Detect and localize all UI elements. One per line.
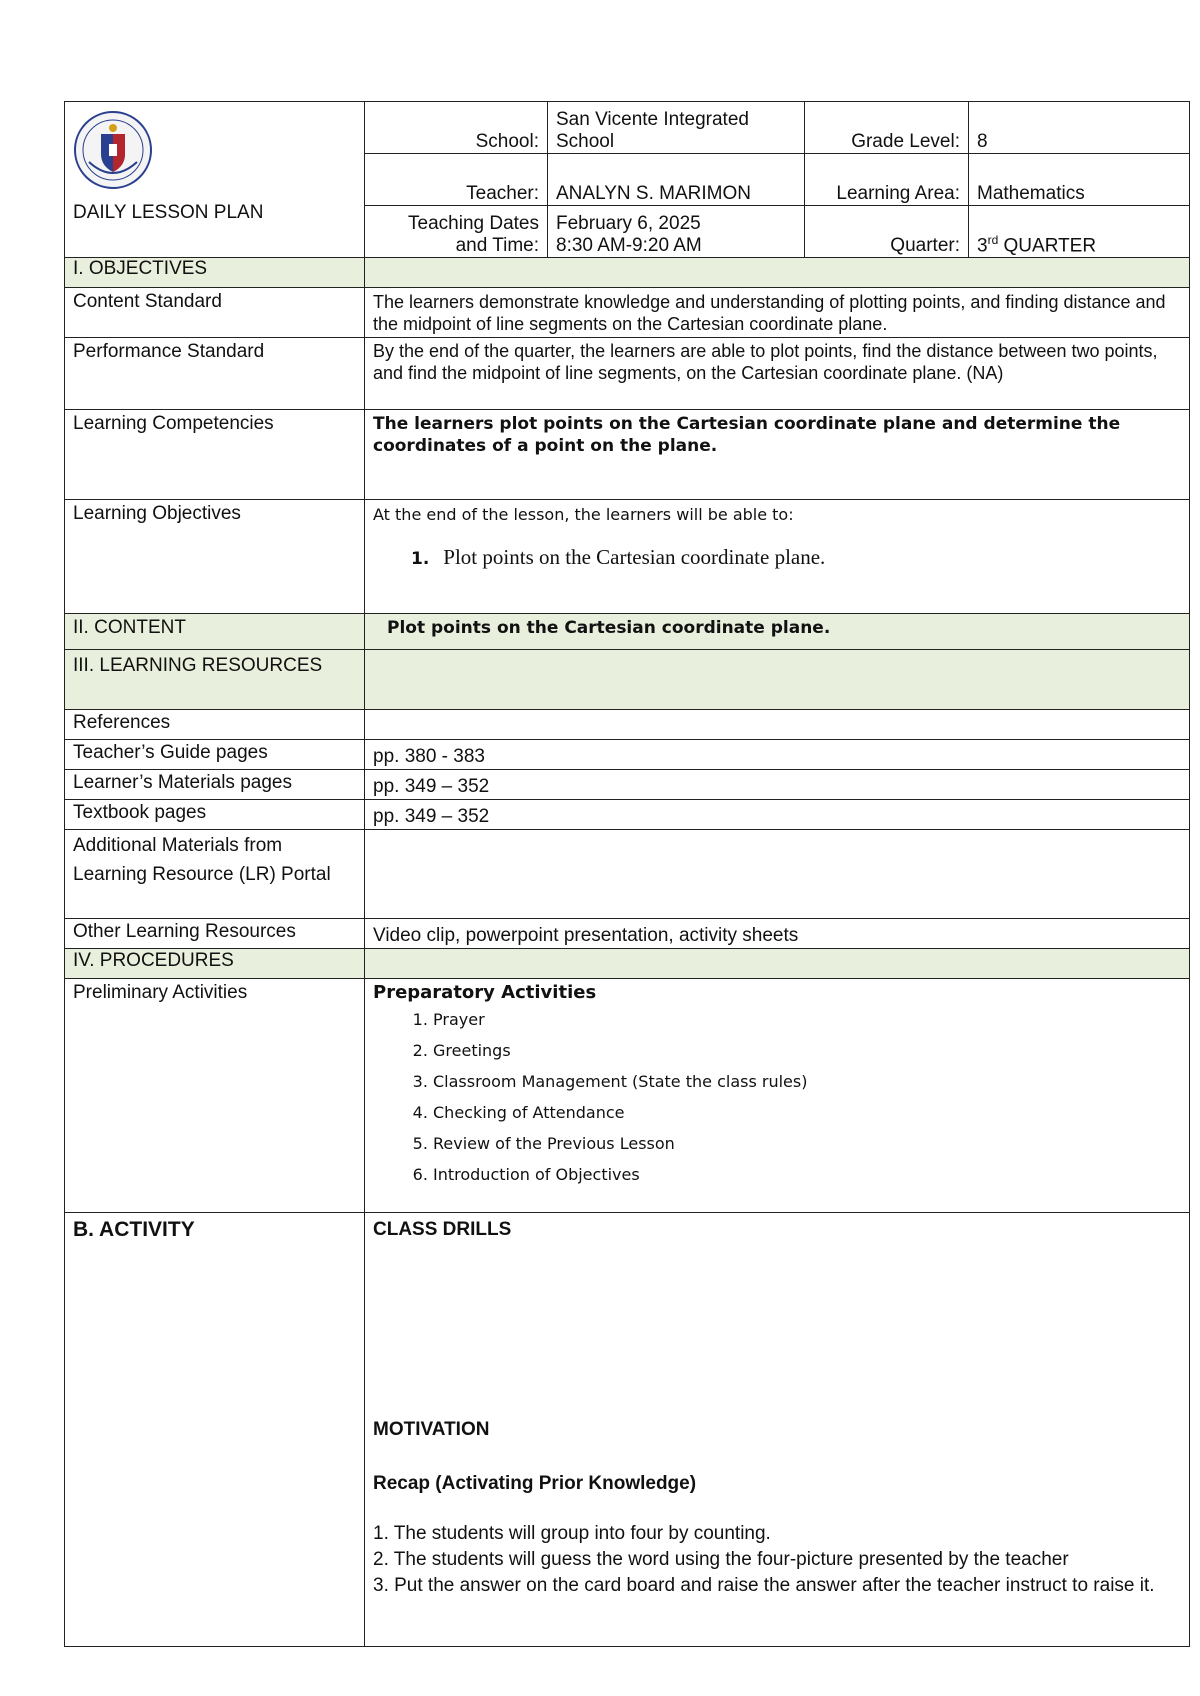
quarter-sup: rd — [987, 232, 999, 247]
row-activity — [65, 1213, 1190, 1647]
learning-objectives-item — [373, 546, 1181, 570]
row-other-resources — [65, 919, 1190, 949]
textbook-label: Textbook pages — [65, 800, 365, 830]
row-textbook — [65, 800, 1190, 830]
additional-materials-value — [365, 830, 1190, 919]
list-item: 2. Greetings — [433, 1035, 1181, 1066]
teachers-guide-value: pp. 380 - 383 — [365, 740, 1190, 770]
learners-materials-label: Learner’s Materials pages — [65, 770, 365, 800]
quarter-num: 3 — [977, 235, 988, 256]
textbook-value: pp. 349 – 352 — [365, 800, 1190, 830]
header-row-school — [65, 102, 1190, 154]
lesson-plan-document — [64, 101, 1189, 1647]
teacher-label: Teacher: — [365, 154, 548, 206]
objectives-heading: I. OBJECTIVES — [65, 258, 365, 288]
teachers-guide-label: Teacher’s Guide pages — [65, 740, 365, 770]
preparatory-list — [373, 1004, 1181, 1190]
list-item: 3. Classroom Management (State the class rules) — [433, 1066, 1181, 1097]
row-references — [65, 710, 1190, 740]
row-competencies — [65, 410, 1190, 500]
performance-standard-label: Performance Standard — [65, 338, 365, 410]
objective-item-text: Plot points on the Cartesian coordinate plane. — [443, 545, 826, 569]
section-procedures — [65, 949, 1190, 979]
header-title-cell — [65, 102, 365, 258]
row-content-standard — [65, 288, 1190, 338]
activity-step-1: 1. The students will group into four by counting. — [373, 1523, 771, 1544]
content-standard-label: Content Standard — [65, 288, 365, 338]
quarter-value — [969, 206, 1190, 258]
content-standard-text: The learners demonstrate knowledge and understanding of plotting points, and finding distance and the midpoint of line segments on the Cartesian coordinate plane. — [365, 288, 1190, 338]
dates-value-date: February 6, 2025 — [556, 213, 701, 234]
area-value: Mathematics — [969, 154, 1190, 206]
class-drills-heading: CLASS DRILLS — [373, 1219, 512, 1240]
area-label: Learning Area: — [805, 154, 969, 206]
section-content — [65, 614, 1190, 650]
learning-objectives-cell — [365, 500, 1190, 614]
page-title: DAILY LESSON PLAN — [73, 202, 264, 223]
preparatory-title: Preparatory Activities — [373, 982, 597, 1003]
list-item: 1. Prayer — [433, 1004, 1181, 1035]
learning-objectives-label: Learning Objectives — [65, 500, 365, 614]
dates-value-time: 8:30 AM-9:20 AM — [556, 235, 702, 256]
activity-step-3: 3. Put the answer on the card board and raise the answer after the teacher instruct to raise it. — [373, 1575, 1155, 1596]
school-label: School: — [365, 102, 548, 154]
resources-heading-fill — [365, 650, 1190, 710]
dates-label: Teaching Dates and Time: — [365, 206, 548, 258]
recap-heading: Recap (Activating Prior Knowledge) — [373, 1473, 697, 1494]
objective-item-number: 1. — [411, 549, 430, 569]
list-item: 4. Checking of Attendance — [433, 1097, 1181, 1128]
list-item: 6. Introduction of Objectives — [433, 1159, 1181, 1190]
other-resources-value: Video clip, powerpoint presentation, activity sheets — [365, 919, 1190, 949]
procedures-heading: IV. PROCEDURES — [65, 949, 365, 979]
deped-seal-logo — [73, 110, 153, 190]
references-label: References — [65, 710, 365, 740]
activity-cell — [365, 1213, 1190, 1647]
dates-value — [548, 206, 805, 258]
row-teachers-guide — [65, 740, 1190, 770]
row-preliminary-activities — [65, 979, 1190, 1213]
competencies-text: The learners plot points on the Cartesian coordinate plane and determine the coordinates of a point on the plane. — [365, 410, 1190, 500]
resources-heading: III. LEARNING RESOURCES — [65, 650, 365, 710]
row-learning-objectives — [65, 500, 1190, 614]
grade-value: 8 — [969, 102, 1190, 154]
learners-materials-value: pp. 349 – 352 — [365, 770, 1190, 800]
motivation-heading: MOTIVATION — [373, 1419, 490, 1440]
row-additional-materials — [65, 830, 1190, 919]
learning-objectives-intro: At the end of the lesson, the learners will be able to: — [373, 505, 794, 524]
content-heading: II. CONTENT — [65, 614, 365, 650]
additional-materials-label: Additional Materials from Learning Resource (LR) Portal — [65, 830, 365, 919]
row-learners-materials — [65, 770, 1190, 800]
school-value: San Vicente Integrated School — [548, 102, 805, 154]
preliminary-activities-cell — [365, 979, 1190, 1213]
procedures-heading-fill — [365, 949, 1190, 979]
activity-step-2: 2. The students will guess the word using the four-picture presented by the teacher — [373, 1549, 1069, 1570]
section-objectives — [65, 258, 1190, 288]
content-text: Plot points on the Cartesian coordinate plane. — [365, 614, 1190, 650]
preliminary-activities-label: Preliminary Activities — [65, 979, 365, 1213]
references-value — [365, 710, 1190, 740]
list-item: 5. Review of the Previous Lesson — [433, 1128, 1181, 1159]
other-resources-label: Other Learning Resources — [65, 919, 365, 949]
lesson-plan-table — [64, 101, 1190, 1647]
grade-label: Grade Level: — [805, 102, 969, 154]
section-resources — [65, 650, 1190, 710]
teacher-value: ANALYN S. MARIMON — [548, 154, 805, 206]
quarter-text: QUARTER — [998, 235, 1097, 256]
objectives-heading-fill — [365, 258, 1190, 288]
activity-label: B. ACTIVITY — [65, 1213, 365, 1647]
row-performance-standard — [65, 338, 1190, 410]
performance-standard-text: By the end of the quarter, the learners are able to plot points, find the distance between two points, and find the midpoint of line segments, on the Cartesian coordinate plane. (NA) — [365, 338, 1190, 410]
competencies-label: Learning Competencies — [65, 410, 365, 500]
quarter-label: Quarter: — [805, 206, 969, 258]
